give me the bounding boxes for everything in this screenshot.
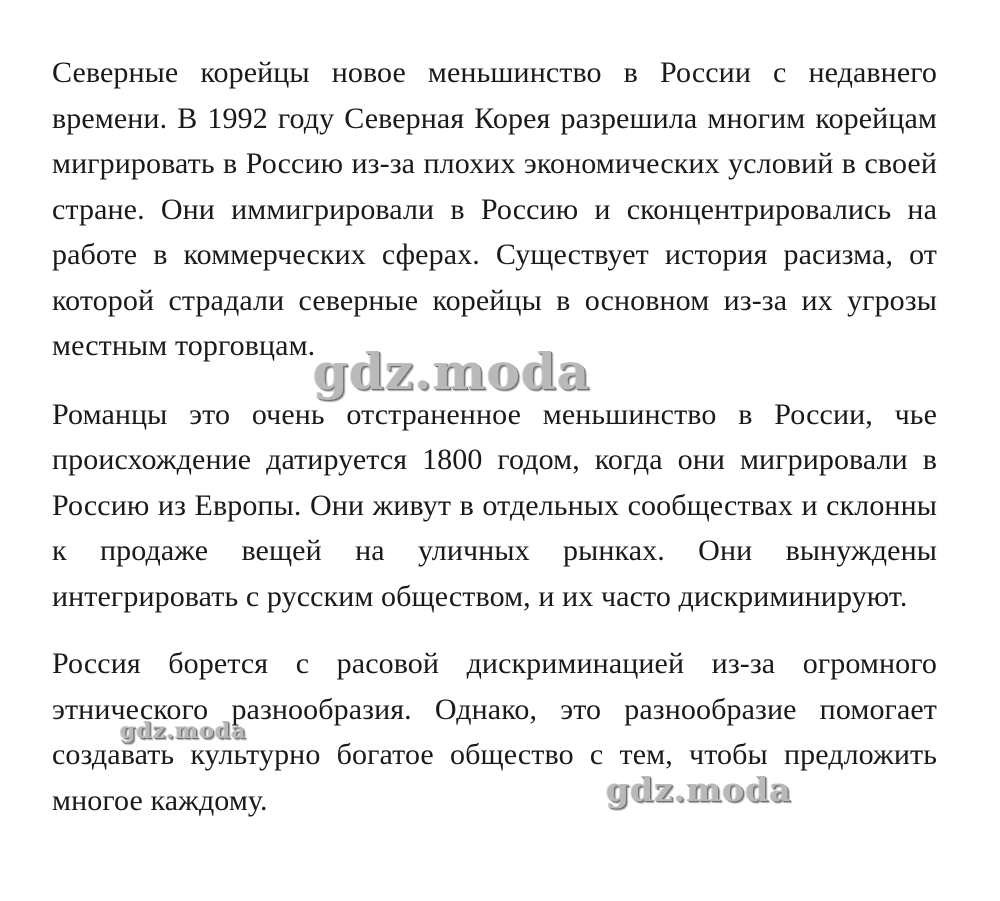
paragraph-north-koreans: Северные корейцы новое меньшинство в России с недавнего времени. В 1992 году Северная Корея разрешила многим корейцам мигрировать в Россию из-за плохих экономических условий в своей стране. Они иммигрировали в Россию и сконцентрировались на работе в коммерческих сферах. Существует история расизма, от которой страдали северные корейцы в основном из-за их угрозы местным торговцам. — [52, 56, 937, 362]
watermark-logo-small: gdz.moda — [120, 718, 247, 744]
paragraph-russia-diversity: Россия борется с расовой дискриминацией из-за огромного этнического разнообразия. Однако, это разнообразие помогает создавать культурно богатое общество с тем, чтобы предложить многое каждому. — [52, 647, 937, 817]
document-body — [52, 50, 937, 823]
watermark-logo-medium: gdz.moda — [606, 770, 792, 809]
paragraph-romani: Романцы это очень отстраненное меньшинство в России, чье происхождение датируется 1800 годом, когда они мигрировали в Россию из Европы. Они живут в отдельных сообществах и склонны к продаже вещей на уличных рынках. Они вынуждены интегрировать с русским обществом, и их часто дискриминируют. — [52, 397, 937, 613]
watermark-logo-large: gdz.moda — [313, 342, 591, 401]
